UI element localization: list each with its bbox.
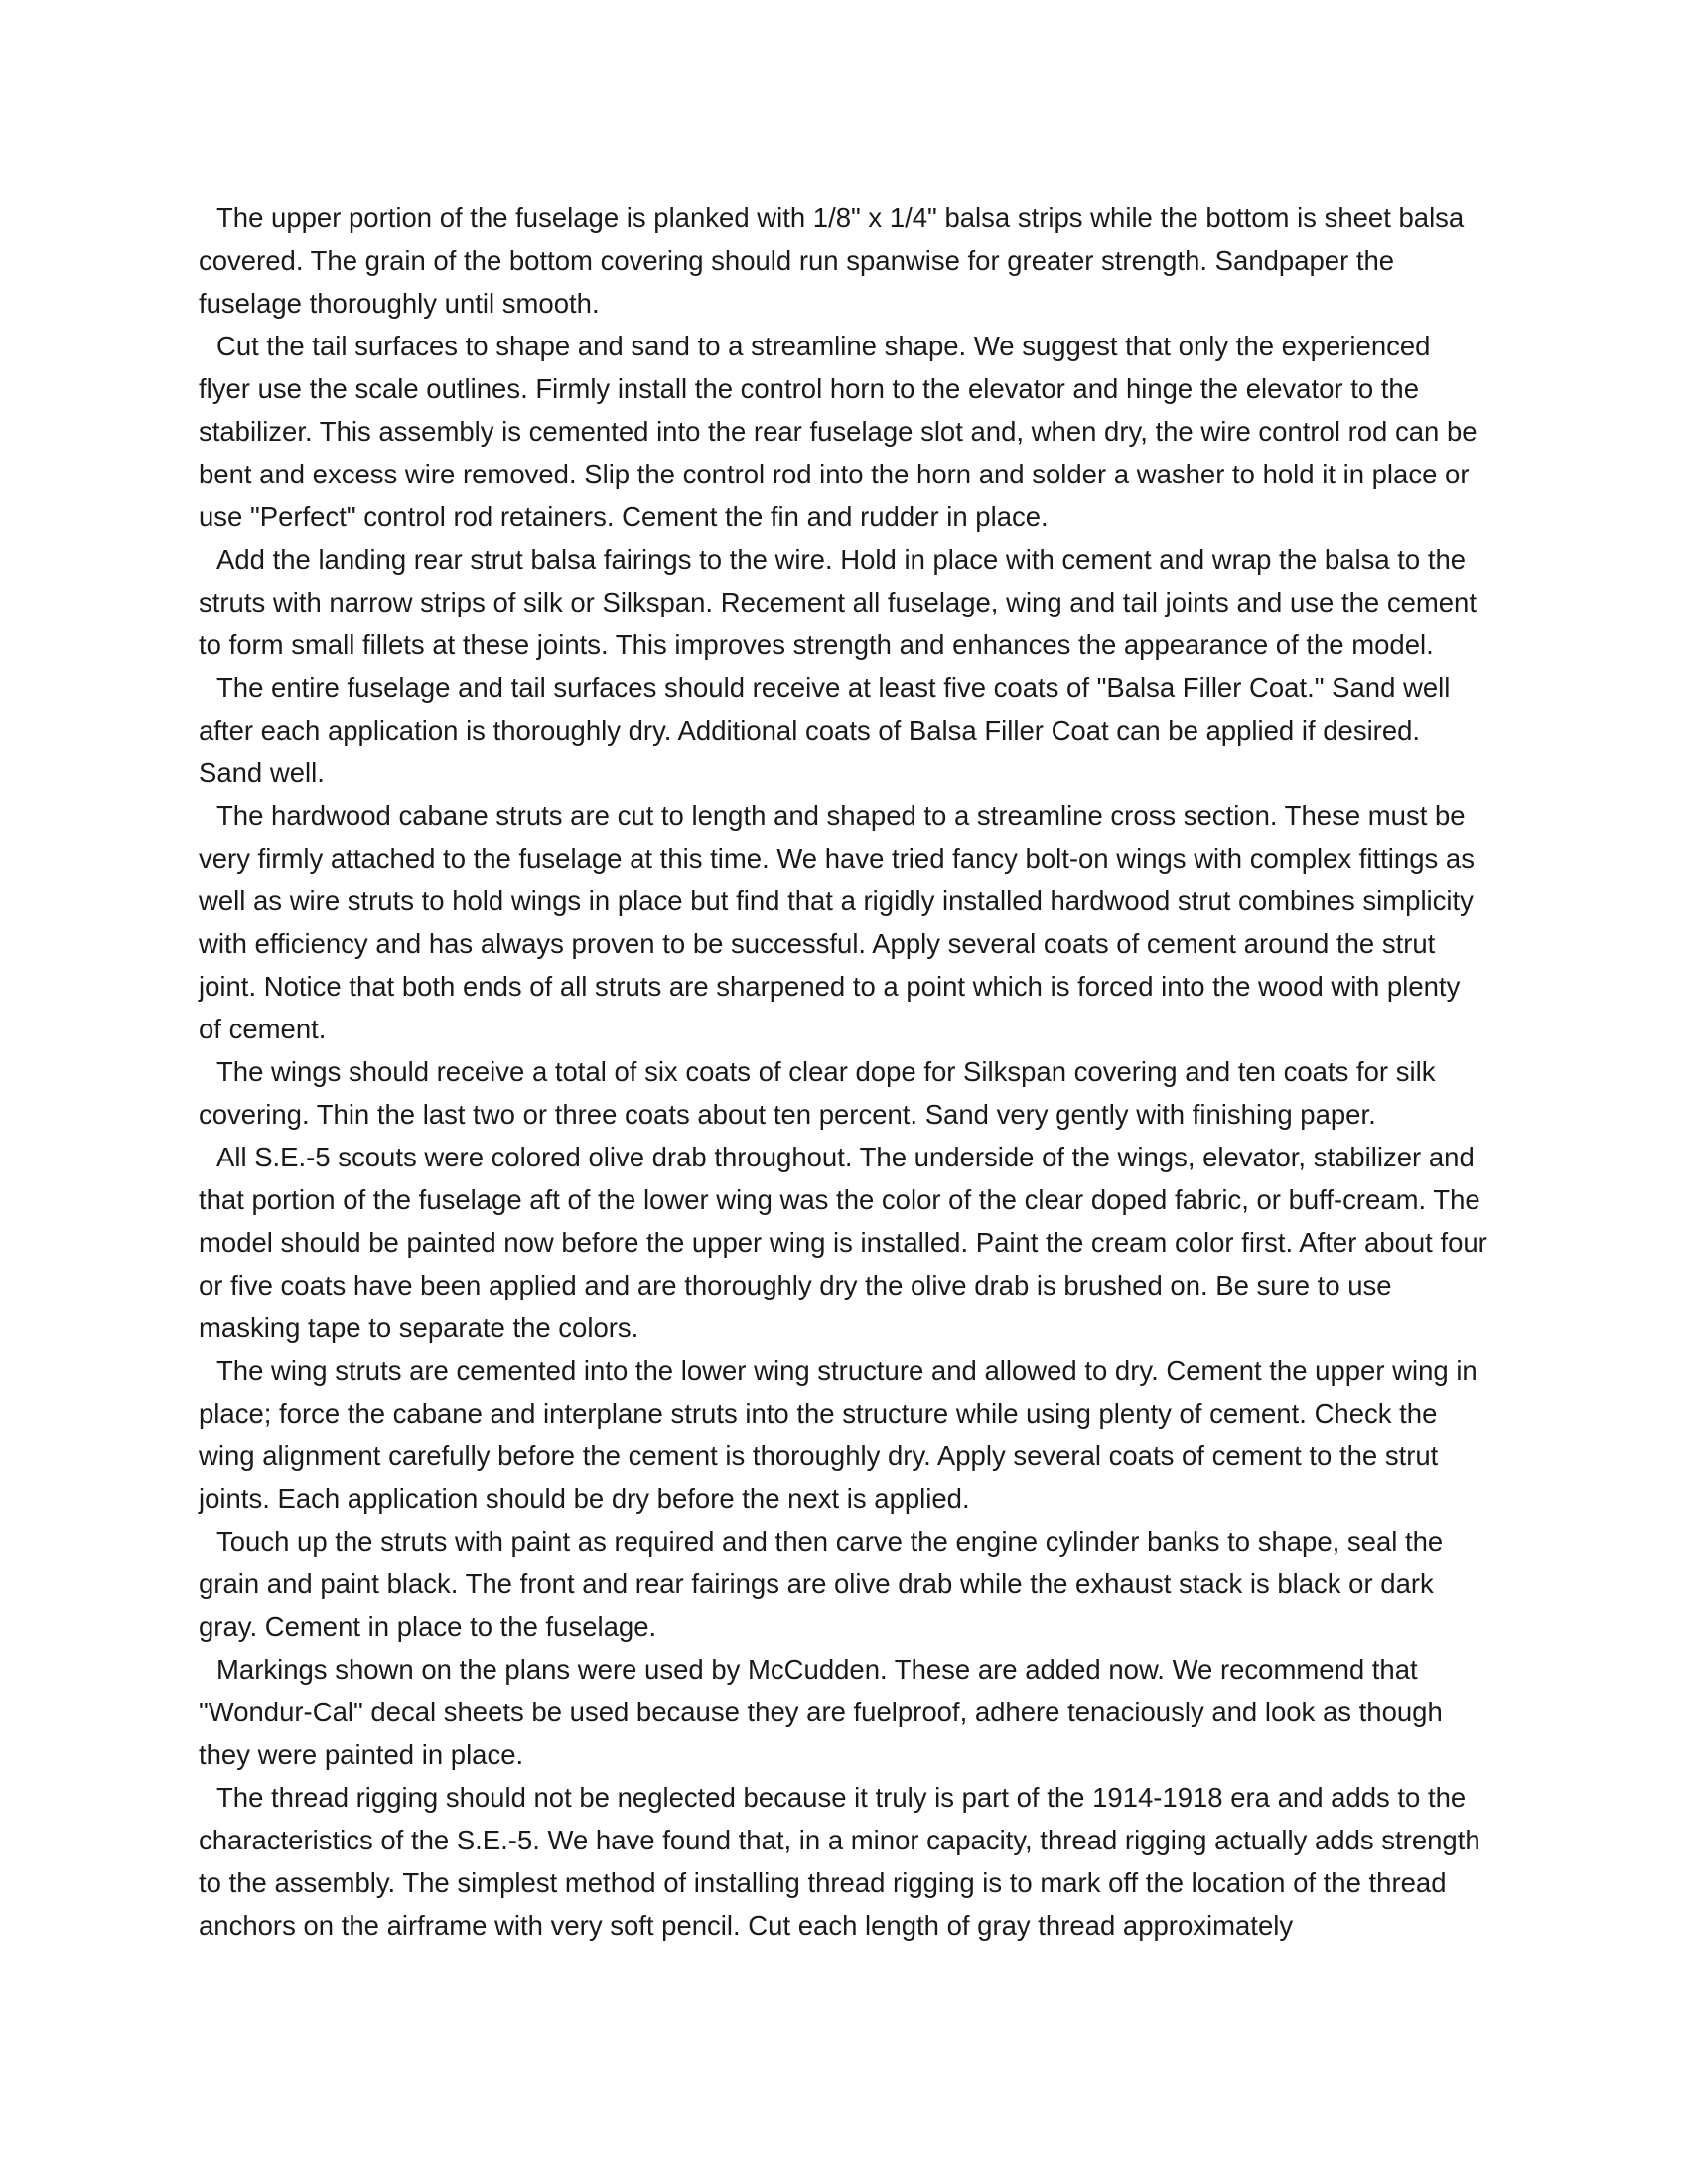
paragraph-cabane-struts: The hardwood cabane struts are cut to length and shaped to a streamline cross section. These must be very firmly attached to the fuselage at this time. We have tried fancy bolt-on wings with complex fittings as well as wire struts to hold wings in place but find that a rigidly installed hardwood strut combines simplicity with efficiency and has always proven to be successful. Apply several coats of cement around the strut joint. Notice that both ends of all struts are sharpened to a point which is forced into the wood with plenty of cement. bbox=[199, 800, 1475, 1044]
paragraph-filler-coat: The entire fuselage and tail surfaces should receive at least five coats of "Balsa Filler Coat." Sand well after each application is thoroughly dry. Additional coats of Balsa Filler Coat can be applied if desired. Sand well. bbox=[199, 672, 1451, 788]
paragraph-thread-rigging: The thread rigging should not be neglected because it truly is part of the 1914-1918 era and adds to the characteristics of the S.E.-5. We have found that, in a minor capacity, thread rigging actually adds strength to the assembly. The simplest method of installing thread rigging is to mark off the location of the thread anchors on the airframe with very soft pencil. Cut each length of gray thread approximately bbox=[199, 1782, 1480, 1941]
paragraph-wing-struts: The wing struts are cemented into the lower wing structure and allowed to dry. Cement the upper wing in place; force the cabane and interplane struts into the structure while using plenty of cement. Check the wing alignment carefully before the cement is thoroughly dry. Apply several coats of cement to the strut joints. Each application should be dry before the next is applied. bbox=[199, 1355, 1477, 1514]
paragraph-engine-details: Touch up the struts with paint as required and then carve the engine cylinder banks to shape, seal the grain and paint black. The front and rear fairings are olive drab while the exhaust stack is black or dark gray. Cement in place to the fuselage. bbox=[199, 1526, 1444, 1642]
paragraph-color-scheme: All S.E.-5 scouts were colored olive drab throughout. The underside of the wings, elevator, stabilizer and that portion of the fuselage aft of the lower wing was the color of the clear doped fabric, or buff-cream. The model should be painted now before the upper wing is installed. Paint the cream color first. After about four or five coats have been applied and are thoroughly dry the olive drab is brushed on. Be sure to use masking tape to separate the colors. bbox=[199, 1142, 1487, 1343]
paragraph-tail-surfaces: Cut the tail surfaces to shape and sand to a streamline shape. We suggest that only the experienced flyer use the scale outlines. Firmly install the control horn to the elevator and hinge the elevator to the stabilizer. This assembly is cemented into the rear fuselage slot and, when dry, the wire control rod can be bent and excess wire removed. Slip the control rod into the horn and solder a washer to hold it in place or use "Perfect" control rod retainers. Cement the fin and rudder in place. bbox=[199, 331, 1477, 532]
paragraph-fuselage-planking: The upper portion of the fuselage is planked with 1/8" x 1/4" balsa strips while the bottom is sheet balsa covered. The grain of the bottom covering should run spanwise for greater strength. Sandpaper the fuselage thoroughly until smooth. bbox=[199, 203, 1465, 319]
paragraph-wing-dope: The wings should receive a total of six coats of clear dope for Silkspan covering and ten coats for silk covering. Thin the last two or three coats about ten percent. Sand very gently with finishing paper. bbox=[199, 1056, 1436, 1130]
paragraph-markings: Markings shown on the plans were used by McCudden. These are added now. We recommend that "Wondur-Cal" decal sheets be used because they are fuelproof, adhere tenaciously and look as though they were painted in place. bbox=[199, 1654, 1443, 1770]
paragraph-strut-fairings: Add the landing rear strut balsa fairings to the wire. Hold in place with cement and wrap the balsa to the struts with narrow strips of silk or Silkspan. Recement all fuselage, wing and tail joints and use the cement to form small fillets at these joints. This improves strength and enhances the appearance of the model. bbox=[199, 544, 1477, 660]
document-body bbox=[199, 197, 1489, 1947]
